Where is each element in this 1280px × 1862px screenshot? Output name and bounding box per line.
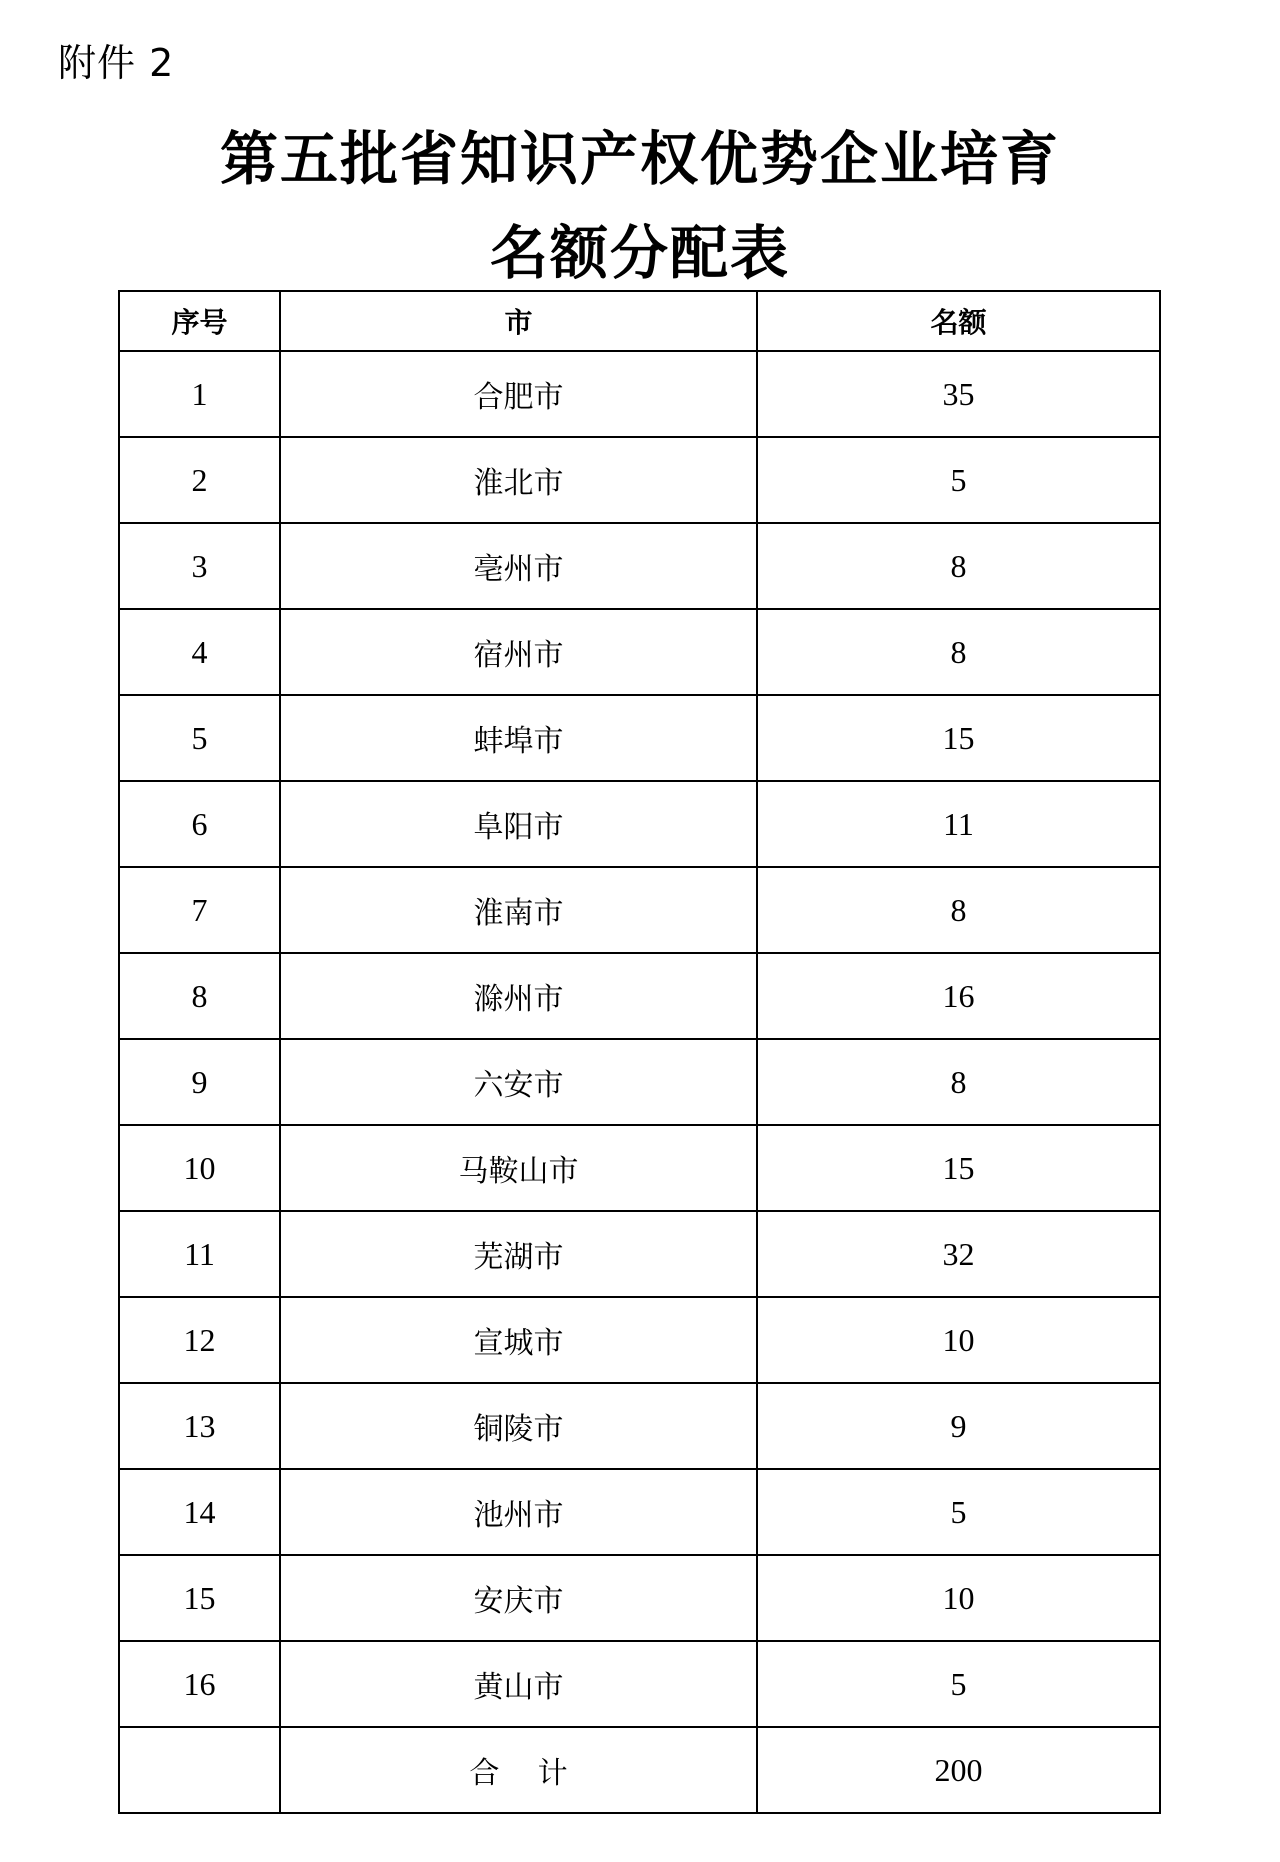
quota-cell: 8 <box>757 609 1160 695</box>
city-cell: 芜湖市 <box>280 1211 757 1297</box>
seq-cell: 13 <box>119 1383 280 1469</box>
seq-cell: 12 <box>119 1297 280 1383</box>
table-row <box>119 1555 1160 1641</box>
table-row <box>119 1211 1160 1297</box>
table-row <box>119 695 1160 781</box>
seq-cell: 5 <box>119 695 280 781</box>
document-title-line1: 第五批省知识产权优势企业培育 <box>219 125 1060 193</box>
quota-cell: 5 <box>757 437 1160 523</box>
table-row <box>119 1125 1160 1211</box>
seq-cell: 16 <box>119 1641 280 1727</box>
city-cell: 黄山市 <box>280 1641 757 1727</box>
attachment-label: 附件 2 <box>58 41 175 85</box>
header-row <box>119 291 1160 351</box>
header-quota: 名额 <box>757 291 1160 351</box>
quota-cell: 8 <box>757 1039 1160 1125</box>
seq-cell: 7 <box>119 867 280 953</box>
header-city: 市 <box>280 291 757 351</box>
city-cell: 宣城市 <box>280 1297 757 1383</box>
table-row <box>119 351 1160 437</box>
city-cell: 合肥市 <box>280 351 757 437</box>
city-cell: 六安市 <box>280 1039 757 1125</box>
city-cell: 淮北市 <box>280 437 757 523</box>
quota-cell: 8 <box>757 867 1160 953</box>
seq-cell: 10 <box>119 1125 280 1211</box>
seq-cell: 8 <box>119 953 280 1039</box>
city-cell: 马鞍山市 <box>280 1125 757 1211</box>
table-row <box>119 867 1160 953</box>
city-cell: 池州市 <box>280 1469 757 1555</box>
table-row <box>119 953 1160 1039</box>
seq-cell: 6 <box>119 781 280 867</box>
header-seq: 序号 <box>119 291 280 351</box>
table-body <box>119 351 1160 1813</box>
seq-cell: 2 <box>119 437 280 523</box>
quota-cell: 11 <box>757 781 1160 867</box>
quota-cell: 32 <box>757 1211 1160 1297</box>
total-seq-cell <box>119 1727 280 1813</box>
seq-cell: 3 <box>119 523 280 609</box>
quota-cell: 5 <box>757 1641 1160 1727</box>
seq-cell: 1 <box>119 351 280 437</box>
table-header <box>119 291 1160 351</box>
quota-cell: 15 <box>757 1125 1160 1211</box>
table-row <box>119 523 1160 609</box>
table-row <box>119 1383 1160 1469</box>
table-row <box>119 437 1160 523</box>
table-row <box>119 1469 1160 1555</box>
total-quota-cell: 200 <box>757 1727 1160 1813</box>
city-cell: 淮南市 <box>280 867 757 953</box>
table-row <box>119 1297 1160 1383</box>
quota-cell: 16 <box>757 953 1160 1039</box>
city-cell: 宿州市 <box>280 609 757 695</box>
seq-cell: 15 <box>119 1555 280 1641</box>
table-row <box>119 1641 1160 1727</box>
quota-cell: 9 <box>757 1383 1160 1469</box>
city-cell: 阜阳市 <box>280 781 757 867</box>
city-cell: 安庆市 <box>280 1555 757 1641</box>
total-row <box>119 1727 1160 1813</box>
quota-cell: 8 <box>757 523 1160 609</box>
city-cell: 铜陵市 <box>280 1383 757 1469</box>
table-row <box>119 609 1160 695</box>
seq-cell: 14 <box>119 1469 280 1555</box>
seq-cell: 4 <box>119 609 280 695</box>
quota-cell: 15 <box>757 695 1160 781</box>
quota-allocation-table <box>118 290 1161 1814</box>
quota-cell: 5 <box>757 1469 1160 1555</box>
document-title-line2: 名额分配表 <box>489 219 790 287</box>
seq-cell: 11 <box>119 1211 280 1297</box>
table-row <box>119 781 1160 867</box>
table-row <box>119 1039 1160 1125</box>
city-cell: 亳州市 <box>280 523 757 609</box>
quota-cell: 10 <box>757 1297 1160 1383</box>
quota-cell: 35 <box>757 351 1160 437</box>
total-label-cell: 合 计 <box>280 1727 757 1813</box>
quota-cell: 10 <box>757 1555 1160 1641</box>
city-cell: 滁州市 <box>280 953 757 1039</box>
seq-cell: 9 <box>119 1039 280 1125</box>
city-cell: 蚌埠市 <box>280 695 757 781</box>
